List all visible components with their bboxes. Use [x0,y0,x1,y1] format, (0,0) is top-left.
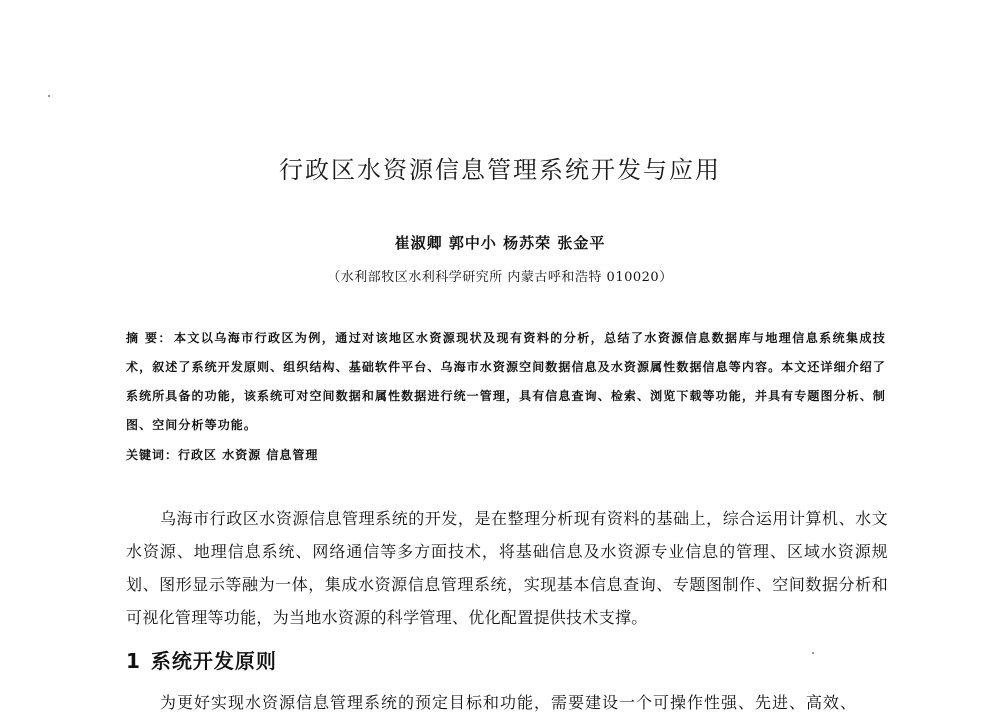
scan-speck [48,95,50,97]
abstract-text: 本文以乌海市行政区为例，通过对该地区水资源现状及现有资料的分析，总结了水资源信息数据库与地理信息系统集成技术，叙述了系统开发原则、组织结构、基础软件平台、乌海市水资源空间数据信息及水资源属性数据信息等内容。本文还详细介绍了系统所具备的功能，该系统可对空间数据和属性数据进行统一管理，具有信息查询、检索、浏览下载等功能，并具有专题图分析、制图、空间分析等功能。 [126,331,887,432]
abstract-label: 摘 要： [126,331,172,345]
abstract-block [126,324,886,440]
section-title: 系统开发原则 [150,649,277,673]
keywords-block [126,446,886,463]
keywords-label: 关键词： [126,448,179,462]
intro-paragraph: 乌海市行政区水资源信息管理系统的开发，是在整理分析现有资料的基础上，综合运用计算机、水文水资源、地理信息系统、网络通信等多方面技术，将基础信息及水资源专业信息的管理、区域水资源规划、图形显示等融为一体，集成水资源信息管理系统，实现基本信息查询、专题图制作、空间数据分析和可视化管理等功能，为当地水资源的科学管理、优化配置提供技术支撑。 [126,509,888,627]
author-list: 崔淑卿 郭中小 杨苏荣 张金平 [394,234,606,252]
author-affiliation: （水利部牧区水利科学研究所 内蒙古呼和浩特 010020） [327,270,673,285]
section-heading [126,645,277,674]
scan-speck [812,652,814,654]
paper-title: 行政区水资源信息管理系统开发与应用 [279,156,721,184]
section-number: 1 [126,649,141,673]
cut-off-paragraph-line: 为更好实现水资源信息管理系统的预定目标和功能，需要建设一个可操作性强、先进、高效、 [160,693,858,712]
keywords-text: 行政区 水资源 信息管理 [178,448,319,462]
